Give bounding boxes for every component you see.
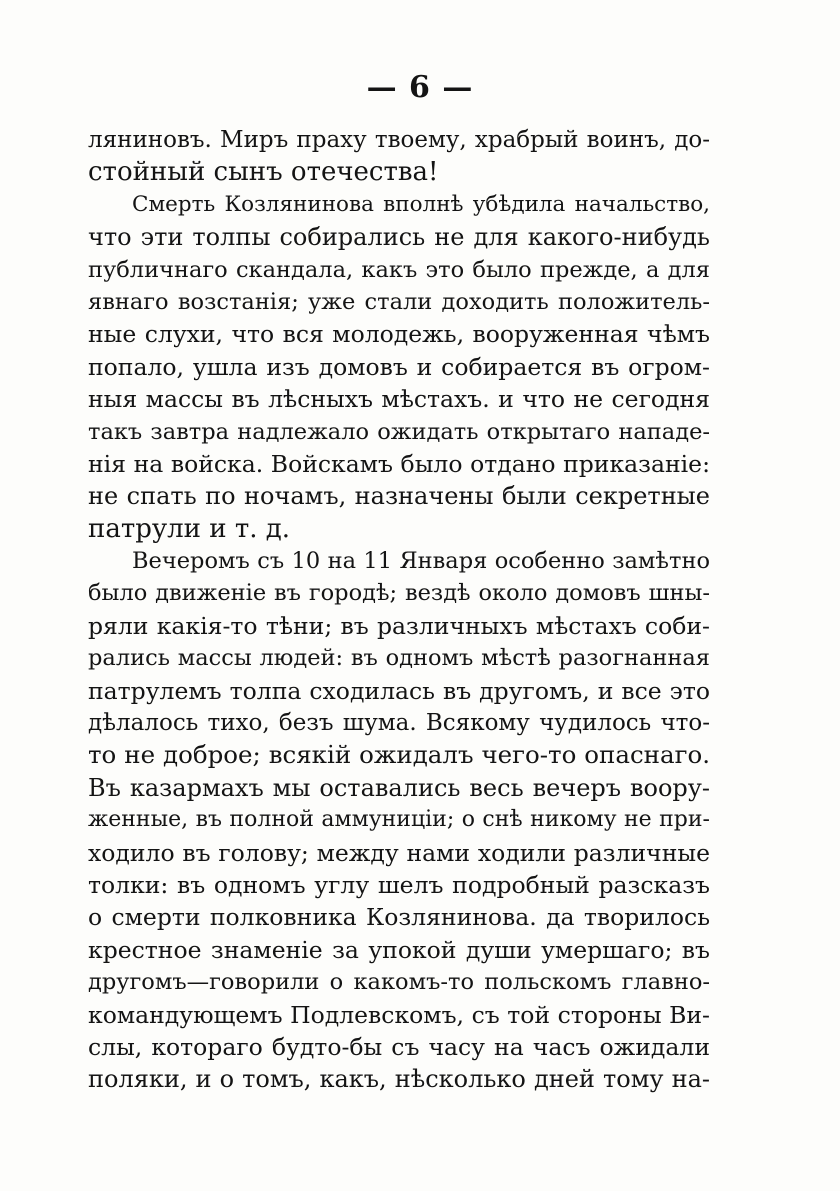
text-line: поляки, и о томъ, какъ, нѣсколько дней тому на- <box>88 1065 710 1094</box>
text-line: патрулемъ толпа сходилась въ другомъ, и все это <box>88 676 710 705</box>
text-line: нія на войска. Войскамъ было отдано приказаніе: <box>88 449 710 478</box>
text-line: о смерти полковника Козлянинова. да творилось <box>88 903 710 932</box>
body-text <box>88 124 710 1096</box>
text-line: ходило въ голову; между нами ходили различные <box>88 838 710 867</box>
text-line: публичнаго скандала, какъ это было прежде, а для <box>88 256 710 283</box>
text-line: толки: въ одномъ углу шелъ подробный разсказъ <box>88 870 710 899</box>
text-line: патрули и т. д. <box>88 513 291 544</box>
text-line: ныя массы въ лѣсныхъ мѣстахъ. и что не сегодня <box>88 385 710 414</box>
text-line: командующемъ Подлевскомъ, съ той стороны Ви- <box>88 1000 710 1029</box>
text-line: стойный сынъ отечества! <box>88 157 439 188</box>
text-line: то не доброе; всякій ожидалъ чего-то опаснаго. <box>88 740 710 770</box>
text-line: явнаго возстанія; уже стали доходить положитель- <box>88 288 710 315</box>
text-line: женные, въ полной аммуниціи; о снѣ никому не при- <box>88 807 710 833</box>
text-line: было движеніе въ городѣ; вездѣ около домовъ шны- <box>88 580 710 607</box>
text-line: Вечеромъ съ 10 на 11 Января особенно замѣтно <box>132 548 710 575</box>
text-line: крестное знаменіе за упокой души умершаго; въ <box>88 935 710 964</box>
text-line: не спать по ночамъ, назначены были секретные <box>88 482 710 511</box>
text-line: Въ казармахъ мы оставались весь вечеръ воору- <box>88 773 710 802</box>
text-line: ряли какія-то тѣни; въ различныхъ мѣстахъ соби- <box>88 611 710 640</box>
text-line: слы, котораго будто-бы съ часу на часъ ожидали <box>88 1032 710 1061</box>
page-number: — 6 — <box>366 70 474 105</box>
text-line: такъ завтра надлежало ожидать открытаго нападе- <box>88 418 710 445</box>
text-line: Смерть Козлянинова вполнѣ убѣдила начальство, <box>132 191 710 217</box>
text-line: попало, ушла изъ домовъ и собирается въ огром- <box>88 352 710 381</box>
text-line: рались массы людей: въ одномъ мѣстѣ разогнанная <box>88 645 710 672</box>
text-line: дѣлалось тихо, безъ шума. Всякому чудилось что- <box>88 710 710 737</box>
text-line: что эти толпы собирались не для какого-нибудь <box>88 223 710 252</box>
text-line: ляниновъ. Миръ праху твоему, храбрый воинъ, до- <box>88 127 710 153</box>
text-line: ные слухи, что вся молодежь, вооруженная чѣмъ <box>88 320 710 349</box>
text-line: другомъ—говорили о какомъ-то польскомъ главно- <box>88 969 710 996</box>
